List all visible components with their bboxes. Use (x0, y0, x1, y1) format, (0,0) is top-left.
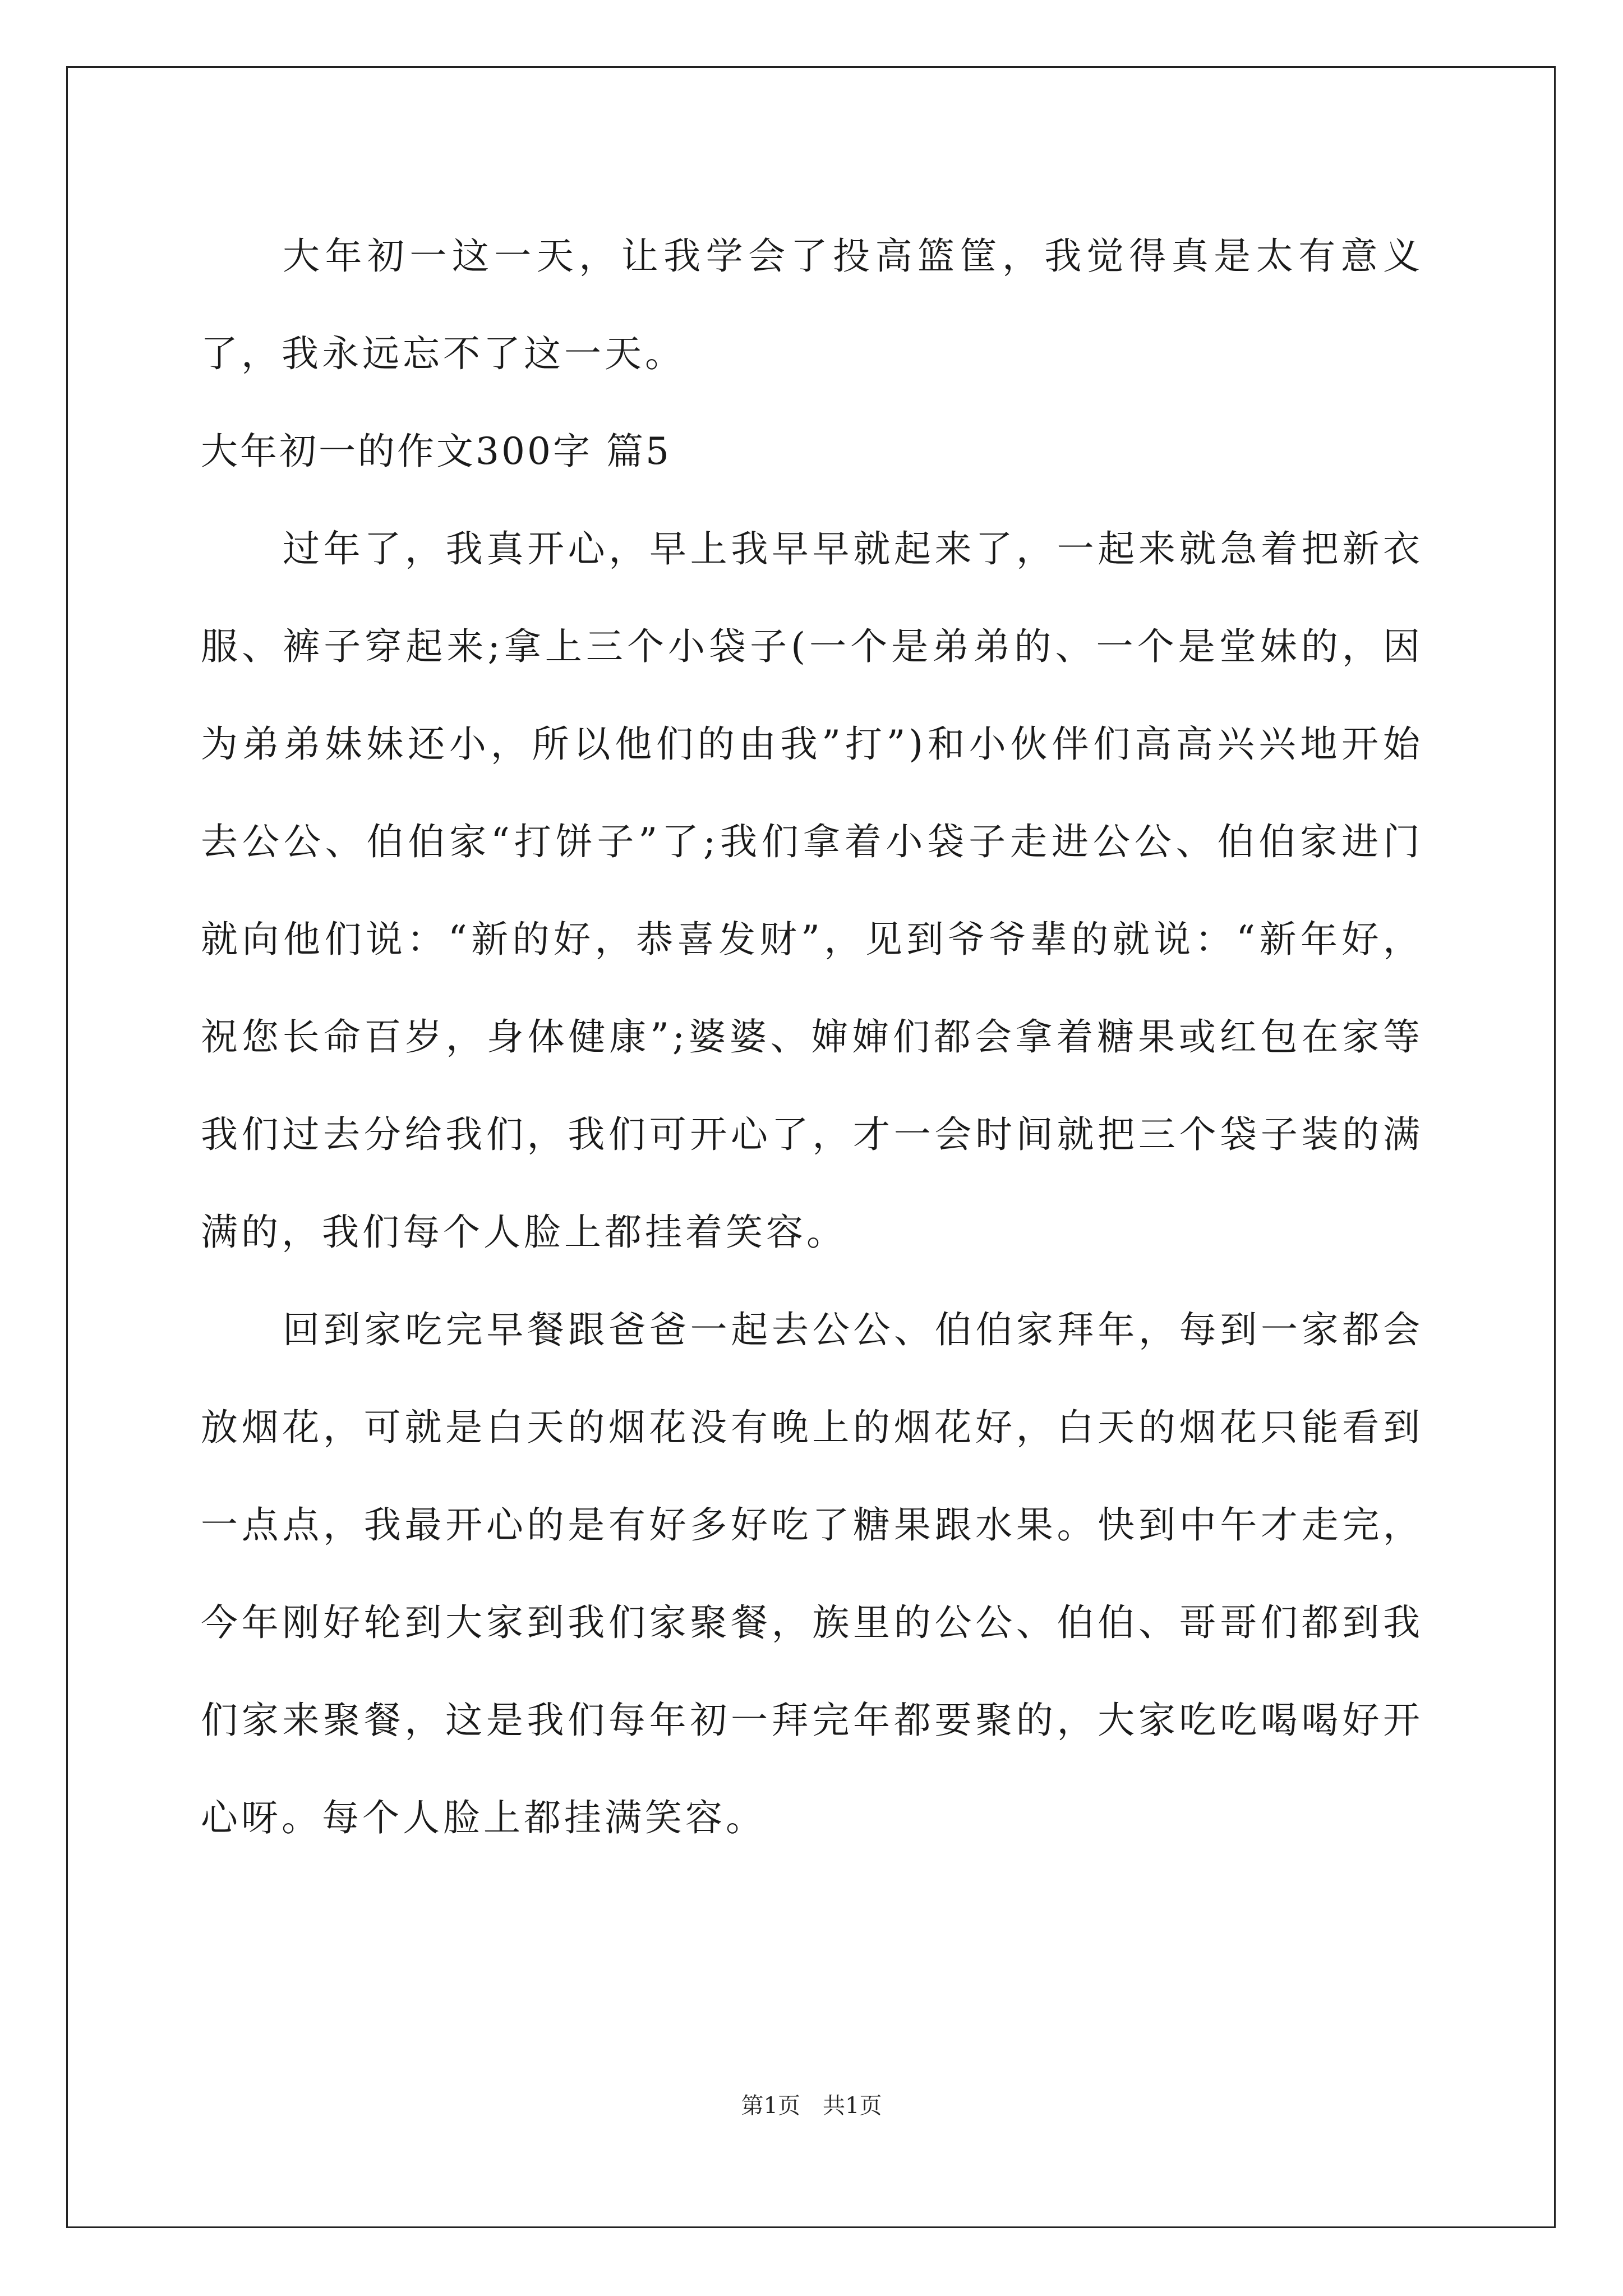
paragraph-body-2: 回到家吃完早餐跟爸爸一起去公公、伯伯家拜年，每到一家都会放烟花，可就是白天的烟花没有晚上的烟花好，白天的烟花只能看到一点点，我最开心的是有好多好吃了糖果跟水果。快到中午才走完，今年刚好轮到大家到我们家聚餐，族里的公公、伯伯、哥哥们都到我们家来聚餐，这是我们每年初一拜完年都要聚的，大家吃吃喝喝好开心呀。每个人脸上都挂满笑容。 (201, 1308, 1423, 1839)
paragraph-intro: 大年初一这一天，让我学会了投高篮筐，我觉得真是太有意义了，我永远忘不了这一天。 (201, 234, 1423, 375)
paragraph-body-1: 过年了，我真开心，早上我早早就起来了，一起来就急着把新衣服、裤子穿起来;拿上三个小袋子(一个是弟弟的、一个是堂妹的，因为弟弟妹妹还小，所以他们的由我”打”)和小伙伴们高高兴兴地开始去公公、伯伯家“打饼子”了;我们拿着小袋子走进公公、伯伯家进门就向他们说：“新的好，恭喜发财”，见到爷爷辈的就说：“新年好，祝您长命百岁，身体健康”;婆婆、婶婶们都会拿着糖果或红包在家等我们过去分给我们，我们可开心了，才一会时间就把三个袋子装的满满的，我们每个人脸上都挂着笑容。 (201, 527, 1423, 1254)
page-number-footer: 第1页 共1页 (741, 2093, 882, 2119)
document-body (201, 208, 1423, 1867)
section-heading: 大年初一的作文300字 篇5 (201, 430, 671, 473)
